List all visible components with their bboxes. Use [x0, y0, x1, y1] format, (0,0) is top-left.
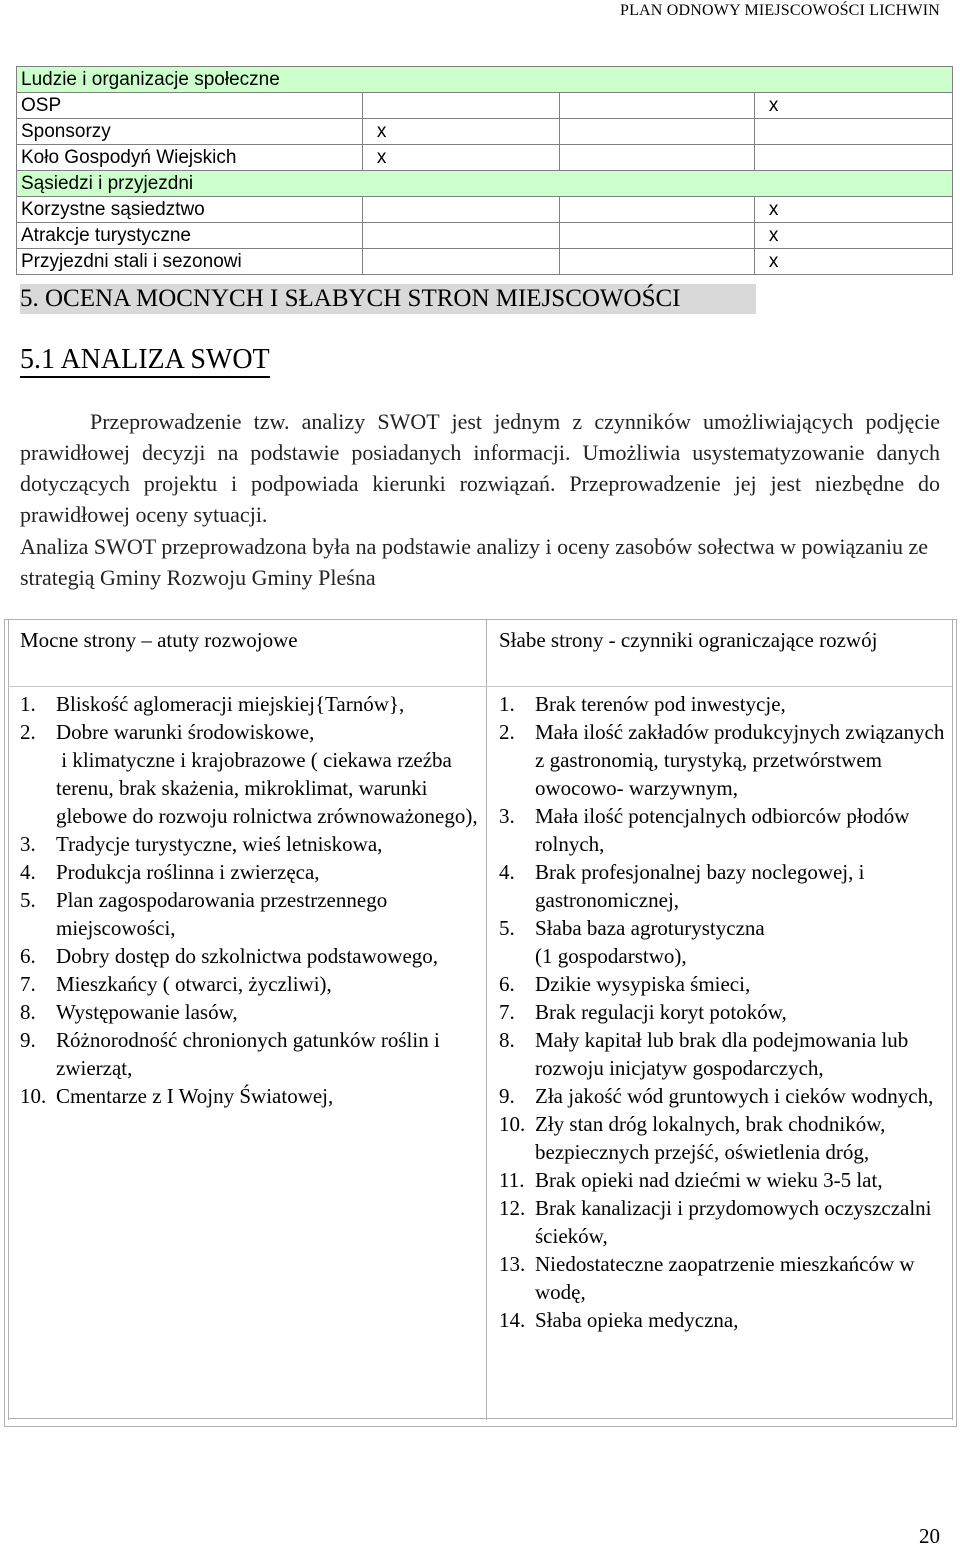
rating-cell: x	[754, 223, 952, 249]
list-item	[499, 858, 947, 914]
swot-header-divider	[8, 686, 952, 687]
row-label: Przyjezdni stali i sezonowi	[17, 249, 363, 275]
rating-cell: x	[754, 197, 952, 223]
table-row	[17, 119, 953, 145]
item-text: Zła jakość wód gruntowych i cieków wodnych,	[535, 1084, 934, 1108]
rating-cell	[560, 197, 755, 223]
item-text: Dobre warunki środowiskowe, i klimatyczne i krajobrazowe ( ciekawa rzeźba terenu, brak skażenia, mikroklimat, warunki glebowe do rozwoju rolnictwa zrównoważonego),	[56, 720, 478, 828]
item-text: Różnorodność chronionych gatunków roślin i zwierząt,	[56, 1028, 446, 1080]
swot-column-divider	[486, 620, 487, 1420]
group-label: Sąsiedzi i przyjezdni	[17, 171, 953, 197]
intro-paragraph-2: Analiza SWOT przeprowadzona była na podstawie analizy i oceny zasobów sołectwa w powiązaniu ze strategią Gminy Rozwoju Gminy Pleśna	[20, 534, 928, 590]
item-text: Dzikie wysypiska śmieci,	[535, 972, 751, 996]
list-item	[499, 1026, 947, 1082]
list-item	[20, 1026, 480, 1082]
rating-cell	[560, 93, 755, 119]
rating-cell	[362, 249, 559, 275]
item-number: 7.	[499, 1000, 515, 1024]
row-label: OSP	[17, 93, 363, 119]
item-number: 8.	[20, 1000, 36, 1024]
item-number: 4.	[499, 860, 515, 884]
list-item	[20, 830, 480, 858]
item-text: Brak opieki nad dziećmi w wieku 3-5 lat,	[535, 1168, 883, 1192]
item-number: 13.	[499, 1252, 526, 1276]
rating-cell: x	[362, 145, 559, 171]
item-text: Brak profesjonalnej bazy noclegowej, i gastronomicznej,	[535, 860, 870, 912]
item-number: 4.	[20, 860, 36, 884]
rating-cell	[560, 119, 755, 145]
list-item	[499, 690, 947, 718]
rating-cell	[754, 145, 952, 171]
row-label: Sponsorzy	[17, 119, 363, 145]
strengths-list	[20, 690, 480, 1110]
item-text: Brak kanalizacji i przydomowych oczyszczalni ścieków,	[535, 1196, 937, 1248]
item-number: 5.	[20, 888, 36, 912]
item-text: Brak terenów pod inwestycje,	[535, 692, 786, 716]
item-number: 3.	[499, 804, 515, 828]
row-label: Atrakcje turystyczne	[17, 223, 363, 249]
table-row	[17, 197, 953, 223]
list-item	[20, 1082, 480, 1110]
item-text: Zły stan dróg lokalnych, brak chodników, bezpiecznych przejść, oświetlenia dróg,	[535, 1112, 891, 1164]
table-row	[17, 249, 953, 275]
item-number: 9.	[499, 1084, 515, 1108]
item-text: Mały kapitał lub brak dla podejmowania lub rozwoju inicjatyw gospodarczych,	[535, 1028, 914, 1080]
rating-cell	[362, 223, 559, 249]
item-number: 14.	[499, 1308, 526, 1332]
list-item	[499, 1082, 947, 1110]
weaknesses-heading: Słabe strony - czynniki ograniczające rozwój	[499, 628, 878, 652]
item-number: 1.	[20, 692, 36, 716]
rating-cell	[560, 223, 755, 249]
section-heading: 5. OCENA MOCNYCH I SŁABYCH STRON MIEJSCOWOŚCI	[20, 284, 756, 314]
swot-subheading: 5.1 ANALIZA SWOT	[20, 344, 270, 378]
item-text: Brak regulacji koryt potoków,	[535, 1000, 787, 1024]
item-number: 1.	[499, 692, 515, 716]
item-number: 2.	[20, 720, 36, 744]
rating-cell: x	[362, 119, 559, 145]
list-item	[499, 970, 947, 998]
list-item	[499, 718, 950, 802]
list-item	[20, 998, 480, 1026]
item-text: Mieszkańcy ( otwarci, życzliwi),	[56, 972, 332, 996]
list-item	[20, 690, 480, 718]
item-number: 6.	[20, 944, 36, 968]
item-text: Tradycje turystyczne, wieś letniskowa,	[56, 832, 383, 856]
item-number: 6.	[499, 972, 515, 996]
item-text: Plan zagospodarowania przestrzennego miejscowości,	[56, 888, 393, 940]
list-item	[499, 1194, 947, 1250]
swot-frame-line	[952, 620, 953, 1420]
table-group-header	[17, 171, 953, 197]
list-item	[20, 718, 480, 830]
item-number: 2.	[499, 720, 515, 744]
rating-cell	[754, 119, 952, 145]
item-text: Bliskość aglomeracji miejskiej{Tarnów},	[56, 692, 405, 716]
table-row	[17, 93, 953, 119]
item-number: 10.	[499, 1112, 526, 1136]
item-number: 10.	[20, 1084, 47, 1108]
list-item	[499, 802, 947, 858]
swot-frame-line	[8, 1418, 952, 1419]
list-item	[499, 998, 947, 1026]
strengths-heading: Mocne strony – atuty rozwojowe	[20, 628, 298, 652]
item-number: 12.	[499, 1196, 526, 1220]
table-group-header	[17, 67, 953, 93]
weaknesses-list	[499, 690, 950, 1334]
table-row	[17, 145, 953, 171]
list-item	[20, 886, 480, 942]
list-item	[20, 858, 480, 886]
stakeholder-table	[16, 66, 953, 275]
item-text: Mała ilość potencjalnych odbiorców płodów rolnych,	[535, 804, 915, 856]
list-item	[499, 1306, 947, 1334]
intro-paragraph	[20, 406, 940, 530]
rating-cell	[362, 197, 559, 223]
item-text: Słaba baza agroturystyczna (1 gospodarstwo),	[535, 916, 765, 968]
rating-cell	[560, 145, 755, 171]
row-label: Korzystne sąsiedztwo	[17, 197, 363, 223]
list-item	[499, 1110, 947, 1166]
running-header: PLAN ODNOWY MIEJSCOWOŚCI LICHWIN	[619, 2, 940, 19]
rating-cell: x	[754, 249, 952, 275]
group-label: Ludzie i organizacje społeczne	[17, 67, 953, 93]
item-number: 9.	[20, 1028, 36, 1052]
item-text: Mała ilość zakładów produkcyjnych związanych z gastronomią, turystyką, przetwórstwem owocowo- warzywnym,	[535, 720, 950, 800]
list-item	[20, 970, 480, 998]
list-item	[499, 1250, 947, 1306]
item-text: Słaba opieka medyczna,	[535, 1308, 739, 1332]
table-row	[17, 223, 953, 249]
item-text: Dobry dostęp do szkolnictwa podstawowego,	[56, 944, 439, 968]
item-number: 11.	[499, 1168, 525, 1192]
item-text: Cmentarze z I Wojny Światowej,	[56, 1084, 334, 1108]
list-item	[499, 914, 947, 970]
page-number: 20	[919, 1524, 940, 1548]
rating-cell	[362, 93, 559, 119]
list-item	[499, 1166, 947, 1194]
item-number: 8.	[499, 1028, 515, 1052]
item-text: Występowanie lasów,	[56, 1000, 238, 1024]
item-text: Produkcja roślinna i zwierzęca,	[56, 860, 320, 884]
item-text: Niedostateczne zaopatrzenie mieszkańców w wodę,	[535, 1252, 920, 1304]
item-number: 7.	[20, 972, 36, 996]
list-item	[20, 942, 480, 970]
rating-cell	[560, 249, 755, 275]
item-number: 3.	[20, 832, 36, 856]
row-label: Koło Gospodyń Wiejskich	[17, 145, 363, 171]
intro-text: Przeprowadzenie tzw. analizy SWOT jest jednym z czynników umożliwiających podjęcie prawidłowej decyzji na podstawie posiadanych informacji. Umożliwia usystematyzowanie danych dotyczących projektu i podpowiada kierunki rozwiązań. Przeprowadzenie jej jest niezbędne do prawidłowej oceny sytuacji.	[20, 409, 940, 527]
rating-cell: x	[754, 93, 952, 119]
item-number: 5.	[499, 916, 515, 940]
